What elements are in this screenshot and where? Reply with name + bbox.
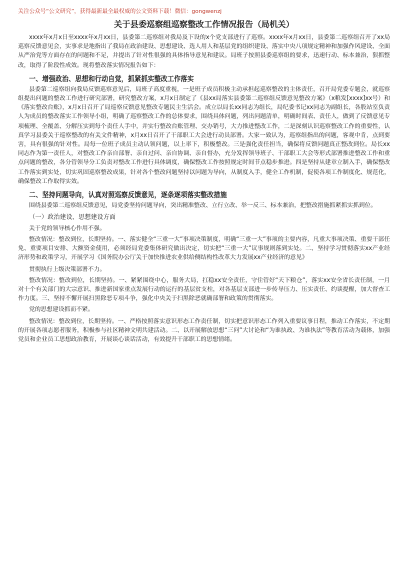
section-heading: 一、增强政治、思想和行动自觉，抓紧抓实整改工作落实 [29, 74, 194, 83]
body-paragraph: 整改情况：整改到位，长期坚持。一、落实健全“三重一大”事项决策制度，明确“三重一大”事项的主要内容，凡重大事项决策、重要干部任免、重要项目安排、大额资金使用，必须经局党委集体研究做出决定，切实把“三重一大”议事规则落到实处。二、坚持学习贯彻落实xx产业经济形势和政策学习，开展学习《国务院办公厅关于加快推进农业供给侧结构性改革大力发展xx产业经济的意见》 [18, 236, 390, 262]
section-heading: 二、坚持问题导向，认真对照巡察反馈意见，逐条逐项落实整改措施 [29, 191, 227, 200]
body-paragraph: 围绕县委第二巡察组反馈意见，局党委坚持问题导向，突出精准整改、立行立改、举一反三、标本兼治，把整改措施抓紧抓实抓到位。 [29, 203, 377, 210]
body-paragraph: 整改情况：整改到位，长期坚持。一、严格按照落实意识形态工作责任制，切实把意识形态工作列入重要议事日程，推动工作落实，不定期的开展各项志愿者服务，积极参与社区精神文明共建活动。二、以开展解放思想“三问”大讨论和“为谁执政、为谁执法”等教育活动为载体，加强党员和企业员工思想政治教育，开展谈心谈话活动，有效提升干部职工的思想情绪。 [18, 318, 390, 343]
body-paragraph: 党的思想建设抓而不紧。 [29, 307, 94, 314]
promo-banner: 关注公众号“公文研究”，获得最新最全最权威的公文资料下载！微信：gongwenzj [18, 9, 222, 15]
body-paragraph: 贯彻执行上级决策部署不力。 [29, 266, 106, 273]
body-paragraph: 关于党的领导核心作用不强。 [29, 225, 106, 232]
document-title: 关于县委巡察组巡察整改工作情况报告（局机关） [113, 19, 295, 29]
subsection-heading: （一）政治建设、思想建设方面 [29, 214, 116, 222]
body-paragraph: 县委第二巡察组向我局反馈巡察意见后，局班子高度重视，一是班子成员积极主动承担起巡察整改的主体责任，召开局党委专题会，就巡察组提出问题的整改工作进行研究部署，研究整改方案，x月x日制定了《县xx局落实县委第二巡察组反馈意见整改方案》（x粮发[xxxx]xx号）和《落实整改台账》，x月x日召开了局巡察反馈意见整改专题民主生活会。成立以局长xx同志为组长，局纪委书记xx同志为副组长，各股站室负责人为成员的整改落实工作领导小组，明确了巡察整改工作的总体要求，围绕具体问题，列出问题清单，明确时间表、责任人，做到了反馈意见专项梳理、全覆盖、分解压实到每个责任人手中，并实行整改台账管理、交办销号，大力推进整改工作，二是深刻认识巡察整改工作的重要性，认真学习县委关于巡察整改的有关文件精神，x月xx日召开了干部职工大会进行动员部署。大家一致认为，巡察组指出的问题，客观中肯，点到要害，具有很强的针对性。局每一位班子成员主动认领问题，以上率下，积极整改。三是强化责任担当，确保将反馈问题真正整改到位。局长xx同志作为第一责任人，对整改工作亲自部署、亲自过问、亲自协调、亲自督办，充分发挥领导班子、干部职工大会等形式部署推进整改工作和重点问题的整改，各分管领导分工负责对整改工作进行具体调度，确保整改工作按照规定时间节点稳步推进。四是坚持从建章立制入手，确保整改工作落实到实处，切实巩固巡察整改成果，针对各个整改问题坚持以问题为导向，从制度入手，健全工作机制，促使各项工作制度化、规范化，确保整改工作取得实效。 [18, 86, 390, 185]
document-body [18, 34, 390, 345]
body-paragraph: xxxx年x月x日至xxxx年x月xx日，县委第二巡察组对我局及下设的x个党支部进行了巡察。xxxx年x月xx日，县委第二巡察组召开了xx局巡察反馈意见会，实事求是地指出了我局在政治建设、思想建设、选人用人和基层党的组织建设、落实中央八项规定精神和加强作风建设、全面从严治党等方面存在的问题和不足，并提出了针对性很强的具体指导意见和建议。局班子按照县委巡察组的要求，迅速行动、标本兼治，狠抓整改，取得了阶段性成效。现将整改落实情况报告如下： [18, 35, 390, 69]
body-paragraph: 整改情况：整改到位，长期坚持。一、紧紧围绕中心，服务大局，扛稳xx安全责任，守住管好“天下粮仓”，落实xx安全省长责任制，一月对十个有关部门的大宗意识、推进新国家重点发展行动的运行的基层贫支柱，对各基层支部进一步传导压力、压实责任、约谈提醒，加大督查工作力度。三、坚持不懈开展扫黑除恶专项斗争，强化中央关于扫黑除恶就确部署和政策的贯彻落实。 [18, 277, 390, 303]
